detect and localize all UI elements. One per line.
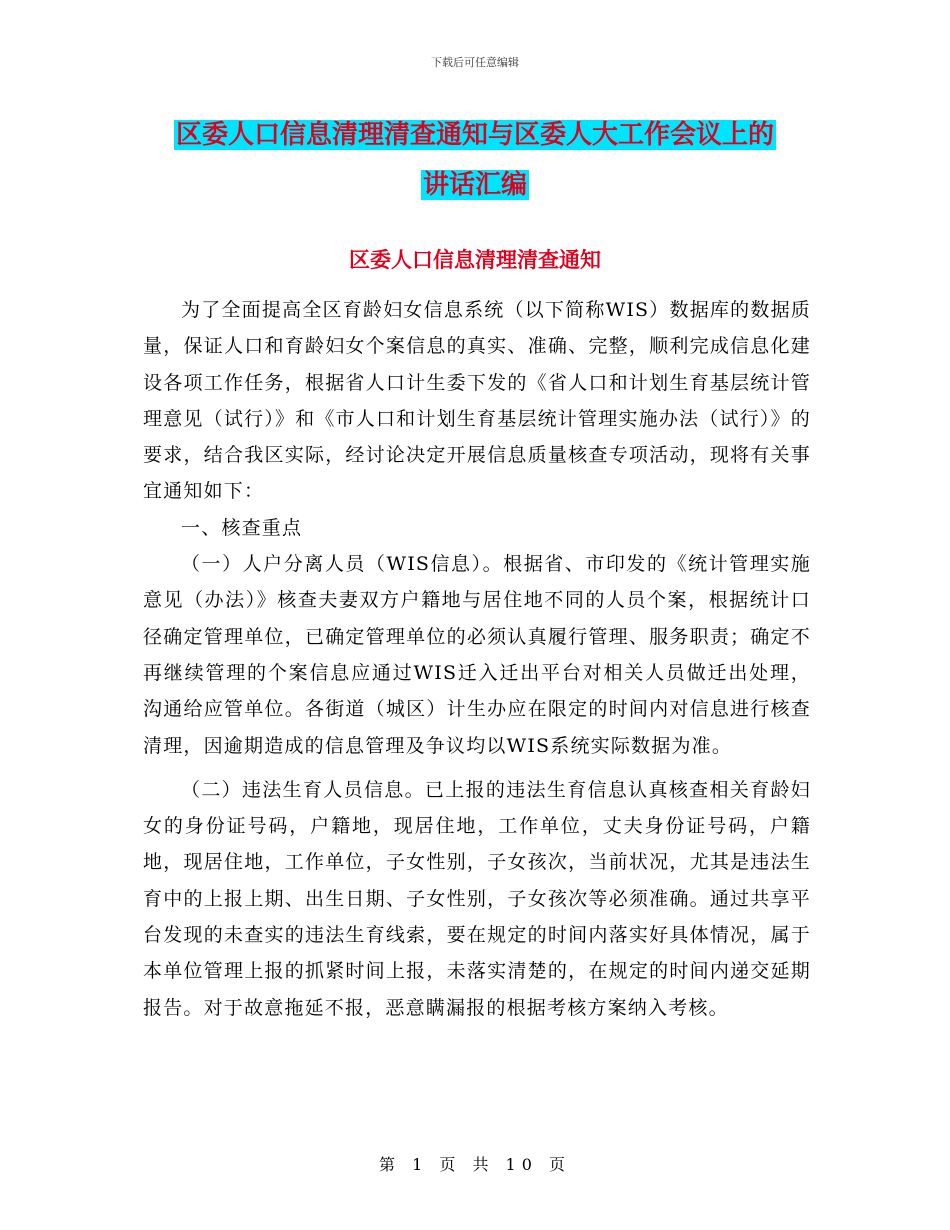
document-body xyxy=(143,292,811,1026)
document-title-line-1: 区委人口信息清理清查通知与区委人大工作会议上的 xyxy=(175,120,774,150)
paragraph-intro: 为了全面提高全区育龄妇女信息系统（以下简称WIS）数据库的数据质量，保证人口和育龄妇女个案信息的真实、准确、完整，顺利完成信息化建设各项工作任务，根据省人口计生委下发的《省人口和计划生育基层统计管理意见（试行）》和《市人口和计划生育基层统计管理实施办法（试行）》的要求，结合我区实际，经讨论决定开展信息质量核查专项活动，现将有关事宜通知如下： xyxy=(143,299,811,503)
page-footer: 第 1 页 共 10 页 xyxy=(379,1155,571,1174)
document-title-line-2: 讲话汇编 xyxy=(422,170,527,200)
paragraph-item-1: （一）人户分离人员（WIS信息）。根据省、市印发的《统计管理实施意见（办法）》核查夫妻双方户籍地与居住地不同的人员个案，根据统计口径确定管理单位，已确定管理单位的必须认真履行管理、服务职责；确定不再继续管理的个案信息应通过WIS迁入迁出平台对相关人员做迁出处理，沟通给应管单位。各街道（城区）计生办应在限定的时间内对信息进行核查清理，因逾期造成的信息管理及争议均以WIS系统实际数据为准。 xyxy=(143,553,811,757)
paragraph-heading-1: 一、核查重点 xyxy=(181,516,303,539)
document-title xyxy=(143,110,807,210)
section-title: 区委人口信息清理清查通知 xyxy=(349,248,601,272)
header-note: 下载后可任意编辑 xyxy=(431,56,519,69)
paragraph-item-2: （二）违法生育人员信息。已上报的违法生育信息认真核查相关育龄妇女的身份证号码，户籍地，现居住地，工作单位，丈夫身份证号码，户籍地，现居住地，工作单位，子女性别，子女孩次，当前状况，尤其是违法生育中的上报上期、出生日期、子女性别，子女孩次等必须准确。通过共享平台发现的未查实的违法生育线索，要在规定的时间内落实好具体情况，属于本单位管理上报的抓紧时间上报，未落实清楚的，在规定的时间内递交延期报告。对于故意拖延不报，恶意瞒漏报的根据考核方案纳入考核。 xyxy=(143,778,811,1019)
